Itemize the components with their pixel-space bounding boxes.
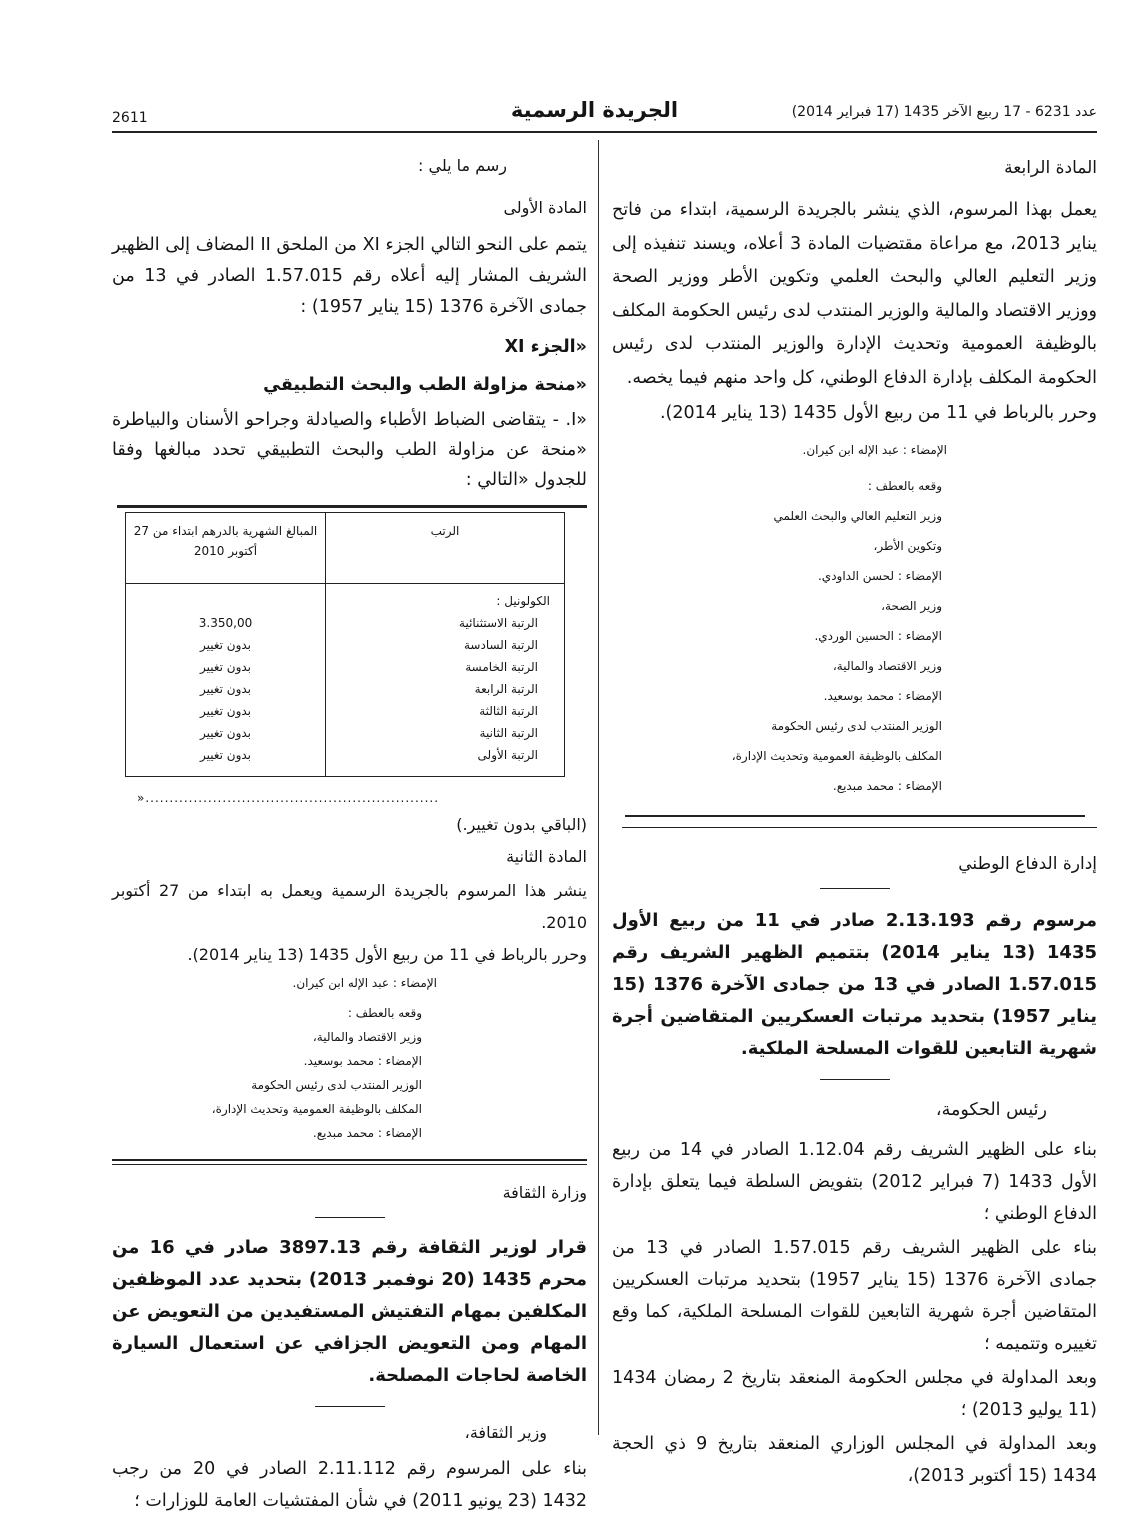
section-rule-thin xyxy=(112,1164,587,1165)
amount-item: بدون تغيير xyxy=(199,748,252,762)
article4-title: المادة الرابعة xyxy=(1004,158,1097,178)
done-at-right: وحرر بالرباط في 11 من ربيع الأول 1435 (13 يناير 2014). xyxy=(659,403,1097,423)
countersign-right xyxy=(612,471,1097,801)
section-rule xyxy=(112,1159,587,1161)
amount-item: بدون تغيير xyxy=(199,660,252,674)
short-rule xyxy=(315,1406,385,1407)
amount-cell xyxy=(126,584,326,777)
countersign-left xyxy=(112,1001,587,1145)
header-rule xyxy=(112,131,1097,133)
signature-left: الإمضاء : عبد الإله ابن كيران. xyxy=(292,976,437,990)
countersign-line: المكلف بالوظيفة العمومية وتحديث الإدارة، xyxy=(211,1102,422,1116)
rank-cell xyxy=(326,584,565,777)
countersign-line: الإمضاء : لحسن الداودي. xyxy=(817,569,942,583)
amount-item: بدون تغيير xyxy=(199,726,252,740)
section-title-defense: إدارة الدفاع الوطني xyxy=(958,854,1097,874)
countersign-line: وزير الاقتصاد والمالية، xyxy=(312,1030,422,1044)
dotted-line: »............................................................. xyxy=(137,791,440,805)
short-rule xyxy=(315,1217,385,1218)
amount-item: بدون تغيير xyxy=(199,704,252,718)
rank-item: الرتبة الخامسة xyxy=(465,660,538,674)
preamble-item: بناء على الظهير الشريف رقم 1.12.04 الصادر في 14 من ربيع الأول 1433 (7 فبراير 2012) بتفويض السلطة فيما يتعلق بإدارة الدفاع الوطني ؛ xyxy=(612,1140,1097,1224)
right-column xyxy=(612,140,1097,1492)
grant-table xyxy=(125,512,565,777)
minister-label: وزير الثقافة، xyxy=(464,1423,547,1442)
countersign-line: الوزير المنتدب لدى رئيس الحكومة xyxy=(251,1078,422,1092)
countersign-line: الإمضاء : محمد مبديع. xyxy=(312,1126,422,1140)
header-rank: الرتب xyxy=(326,513,565,584)
preamble-item: بناء على المرسوم رقم 2.11.112 الصادر في 20 من رجب 1432 (23 يونيو 2011) في شأن المفتشيات العامة للوزارات ؛ xyxy=(112,1459,587,1511)
decree-headline: مرسوم رقم 2.13.193 صادر في 11 من ربيع الأول 1435 (13 يناير 2014) بتتميم الظهير الشريف رقم 1.57.015 الصادر في 13 من جمادى الآخرة 1376 (15 يناير 1957) بتحديد مرتبات العسكريين المتقاضين أجرة شهرية التابعين للقوات المسلحة الملكية. xyxy=(612,910,1097,1059)
left-column xyxy=(112,150,587,1517)
countersign-line: وزير التعليم العالي والبحث العلمي xyxy=(773,509,942,523)
decision-headline: قرار لوزير الثقافة رقم 3897.13 صادر في 16 من محرم 1435 (20 نوفمبر 2013) بتحديد عدد الموظفين المكلفين بمهام التفتيش المستفيدين من التعويض عن المهام ومن التعويض الجزافي عن استعمال السيارة الخاصة لحاجات المصلحة. xyxy=(112,1237,588,1386)
countersign-line: وزير الاقتصاد والمالية، xyxy=(832,659,942,673)
countersign-line: وقعه بالعطف : xyxy=(347,1006,422,1020)
countersign-line: الوزير المنتدب لدى رئيس الحكومة xyxy=(771,719,942,733)
rank-item: الرتبة الأولى xyxy=(477,748,538,762)
amount-item: بدون تغيير xyxy=(199,682,252,696)
preamble-item: وبعد المداولة في مجلس الحكومة المنعقد بتاريخ 2 رمضان 1434 (11 يوليو 2013) ؛ xyxy=(612,1368,1097,1420)
countersign-line: وتكوين الأطر، xyxy=(873,539,942,553)
countersign-line: الإمضاء : محمد بوسعيد. xyxy=(303,1054,422,1068)
section-rule-thin xyxy=(622,827,1097,828)
gazette-title-text: الجريدة الرسمية xyxy=(510,98,679,122)
section-title-culture: وزارة الثقافة xyxy=(502,1183,587,1202)
amount-item: 3.350,00 xyxy=(198,616,253,630)
rank-item: الرتبة الرابعة xyxy=(474,682,538,696)
rank-item: الرتبة الاستثنائية xyxy=(459,616,538,630)
page-number: 2611 xyxy=(112,110,148,126)
issue-info: عدد 6231 - 17 ربيع الآخر 1435 (17 فبراير 2014) xyxy=(791,104,1097,120)
table-top-rule xyxy=(117,505,587,508)
rest-unchanged: (الباقي بدون تغيير.) xyxy=(456,815,587,834)
article1-text: يتمم على النحو التالي الجزء XI من الملحق II المضاف إلى الظهير الشريف المشار إليه أعلاه رقم 1.57.015 الصادر في 13 من جمادى الآخرة 1376 (15 يناير 1957) : xyxy=(112,235,587,317)
countersign-line: المكلف بالوظيفة العمومية وتحديث الإدارة، xyxy=(731,749,942,763)
done-at-left: وحرر بالرباط في 11 من ربيع الأول 1435 (13 يناير 2014). xyxy=(187,945,587,964)
rank-item: الرتبة الثالثة xyxy=(479,704,538,718)
countersign-line: وزير الصحة، xyxy=(881,599,942,613)
table-body-row xyxy=(126,584,565,777)
countersign-line: وقعه بالعطف : xyxy=(867,479,942,493)
article2-title: المادة الثانية xyxy=(506,847,587,866)
rank-group: الكولونيل : xyxy=(496,594,550,608)
preamble-item: بناء على الظهير الشريف رقم 1.57.015 الصادر في 13 من جمادى الآخرة 1376 (15 يناير 1957) بتحديد مرتبات العسكريين المتقاضين أجرة شهرية التابعين للقوات المسلحة الملكية، كما وقع تغييره وتتميمه ؛ xyxy=(612,1238,1098,1354)
signature-right: الإمضاء : عبد الإله ابن كيران. xyxy=(802,443,947,457)
part-subtitle: «منحة مزاولة الطب والبحث التطبيقي xyxy=(263,375,587,395)
rank-item: الرتبة السادسة xyxy=(463,638,538,652)
part-title: «الجزء XI xyxy=(504,337,587,357)
article2-text: ينشر هذا المرسوم بالجريدة الرسمية ويعمل به ابتداء من 27 أكتوبر 2010. xyxy=(112,881,587,932)
countersign-line: الإمضاء : الحسين الوردي. xyxy=(814,629,942,643)
amount-item: بدون تغيير xyxy=(199,638,252,652)
gazette-title xyxy=(112,98,1097,122)
section-rule xyxy=(625,815,1085,817)
head-of-government: رئيس الحكومة، xyxy=(935,1100,1047,1120)
column-divider xyxy=(598,140,599,1435)
page-header xyxy=(112,100,1097,130)
article4-text: يعمل بهذا المرسوم، الذي ينشر بالجريدة الرسمية، ابتداء من فاتح يناير 2013، مع مراعاة مقتضيات المادة 3 أعلاه، ويسند تنفيذه إلى وزير التعليم العالي والبحث العلمي وتكوين الأطر ووزير الصحة ووزير الاقتصاد والمالية والوزير المنتدب لدى رئيس الحكومة المكلف بالوظيفة العمومية وتحديث الإدارة والوزير المنتدب لدى رئيس الحكومة المكلف بإدارة الدفاع الوطني، كل واحد منهم فيما يخصه. xyxy=(612,200,1098,388)
countersign-line: الإمضاء : محمد مبديع. xyxy=(832,779,942,793)
table-header-row xyxy=(126,513,565,584)
decrees-label: رسم ما يلي : xyxy=(418,156,507,175)
short-rule xyxy=(820,1079,890,1080)
rank-item: الرتبة الثانية xyxy=(479,726,538,740)
countersign-line: الإمضاء : محمد بوسعيد. xyxy=(823,689,942,703)
article1-title: المادة الأولى xyxy=(503,198,587,217)
header-amount: المبالغ الشهرية بالدرهم ابتداء من 27 أكتوبر 2010 xyxy=(126,513,326,584)
preamble-item: وبعد المداولة في المجلس الوزاري المنعقد بتاريخ 9 ذي الحجة 1434 (15 أكتوبر 2013)، xyxy=(612,1434,1097,1486)
part-text: «I. - يتقاضى الضباط الأطباء والصيادلة وجراحو الأسنان والبياطرة «منحة عن مزاولة الطب والبحث التطبيقي تحدد مبالغها وفقا للجدول «التالي : xyxy=(112,410,587,490)
short-rule xyxy=(820,888,890,889)
